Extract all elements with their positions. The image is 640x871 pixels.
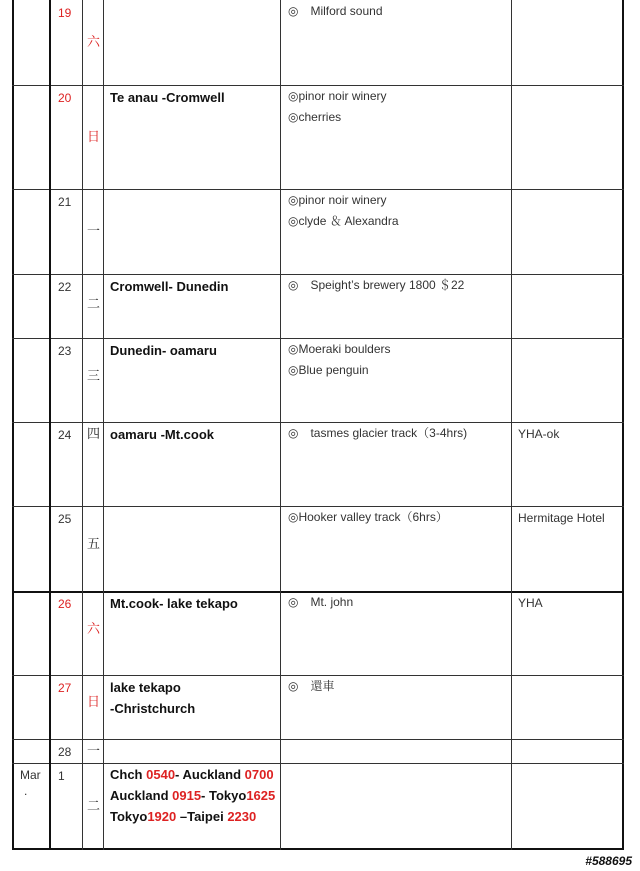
flight-city: Auckland <box>110 788 173 803</box>
flight-city: - Tokyo <box>201 788 247 803</box>
note: ◎pinor noir winery <box>288 89 387 103</box>
route: Te anau -Cromwell <box>110 90 225 105</box>
column-divider <box>49 0 51 850</box>
day-number: 27 <box>58 681 72 695</box>
weekday: 六 <box>87 35 101 50</box>
weekday: 四 <box>87 427 101 442</box>
accommodation: YHA-ok <box>518 427 560 441</box>
note: ◎cherries <box>288 110 342 124</box>
route: oamaru -Mt.cook <box>110 427 215 442</box>
flight-time: 0700 <box>244 767 274 782</box>
weekday: 二 <box>87 297 101 312</box>
note: ◎pinor noir winery <box>288 193 387 207</box>
day-number: 26 <box>58 597 72 611</box>
route: Dunedin- oamaru <box>110 343 217 358</box>
flight-leg <box>110 764 274 785</box>
flight-time: 1625 <box>246 788 276 803</box>
flight-city: - Auckland <box>175 767 245 782</box>
month-label-dot: . <box>24 784 28 798</box>
note: ◎Hooker valley track（6hrs） <box>288 510 448 524</box>
day-number: 22 <box>58 280 72 294</box>
weekday: 日 <box>87 695 101 710</box>
flight-time: 2230 <box>227 809 257 824</box>
note: ◎ Speight’s brewery 1800 ＄22 <box>288 278 465 292</box>
note: ◎ 還車 <box>288 679 335 693</box>
flight-city: Tokyo <box>110 809 148 824</box>
route: Cromwell- Dunedin <box>110 279 229 294</box>
weekday: 二 <box>87 799 101 814</box>
weekday: 日 <box>87 130 101 145</box>
column-divider <box>511 0 512 850</box>
weekday: 三 <box>87 369 101 384</box>
weekday: 五 <box>87 537 101 552</box>
column-divider <box>280 0 281 850</box>
route: lake tekapo <box>110 680 181 695</box>
day-number: 1 <box>58 769 65 783</box>
note: ◎ Mt. john <box>288 595 354 609</box>
watermark: #588695 <box>585 854 632 868</box>
flight-time: 0915 <box>172 788 202 803</box>
weekday: 一 <box>87 224 101 239</box>
day-number: 24 <box>58 428 72 442</box>
accommodation: YHA <box>518 596 543 610</box>
flight-city: –Taipei <box>176 809 228 824</box>
weekday: 一 <box>87 744 101 759</box>
flight-city: Chch <box>110 767 147 782</box>
day-number: 20 <box>58 91 72 105</box>
note: ◎Blue penguin <box>288 363 369 377</box>
flight-time: 0540 <box>146 767 176 782</box>
note: ◎ Milford sound <box>288 4 383 18</box>
day-number: 19 <box>58 6 72 20</box>
month-label: Mar <box>20 768 41 782</box>
weekday: 六 <box>87 622 101 637</box>
route: Mt.cook- lake tekapo <box>110 596 238 611</box>
flight-leg <box>110 806 256 827</box>
flight-leg <box>110 785 275 806</box>
route: -Christchurch <box>110 701 196 716</box>
day-number: 25 <box>58 512 72 526</box>
accommodation: Hermitage Hotel <box>518 511 605 525</box>
note: ◎clyde ＆ Alexandra <box>288 214 399 228</box>
day-number: 23 <box>58 344 72 358</box>
day-number: 21 <box>58 195 72 209</box>
flight-time: 1920 <box>147 809 177 824</box>
column-divider <box>103 0 104 850</box>
note: ◎ tasmes glacier track（3-4hrs) <box>288 426 468 440</box>
note: ◎Moeraki boulders <box>288 342 391 356</box>
day-number: 28 <box>58 745 72 759</box>
column-divider <box>82 0 83 850</box>
